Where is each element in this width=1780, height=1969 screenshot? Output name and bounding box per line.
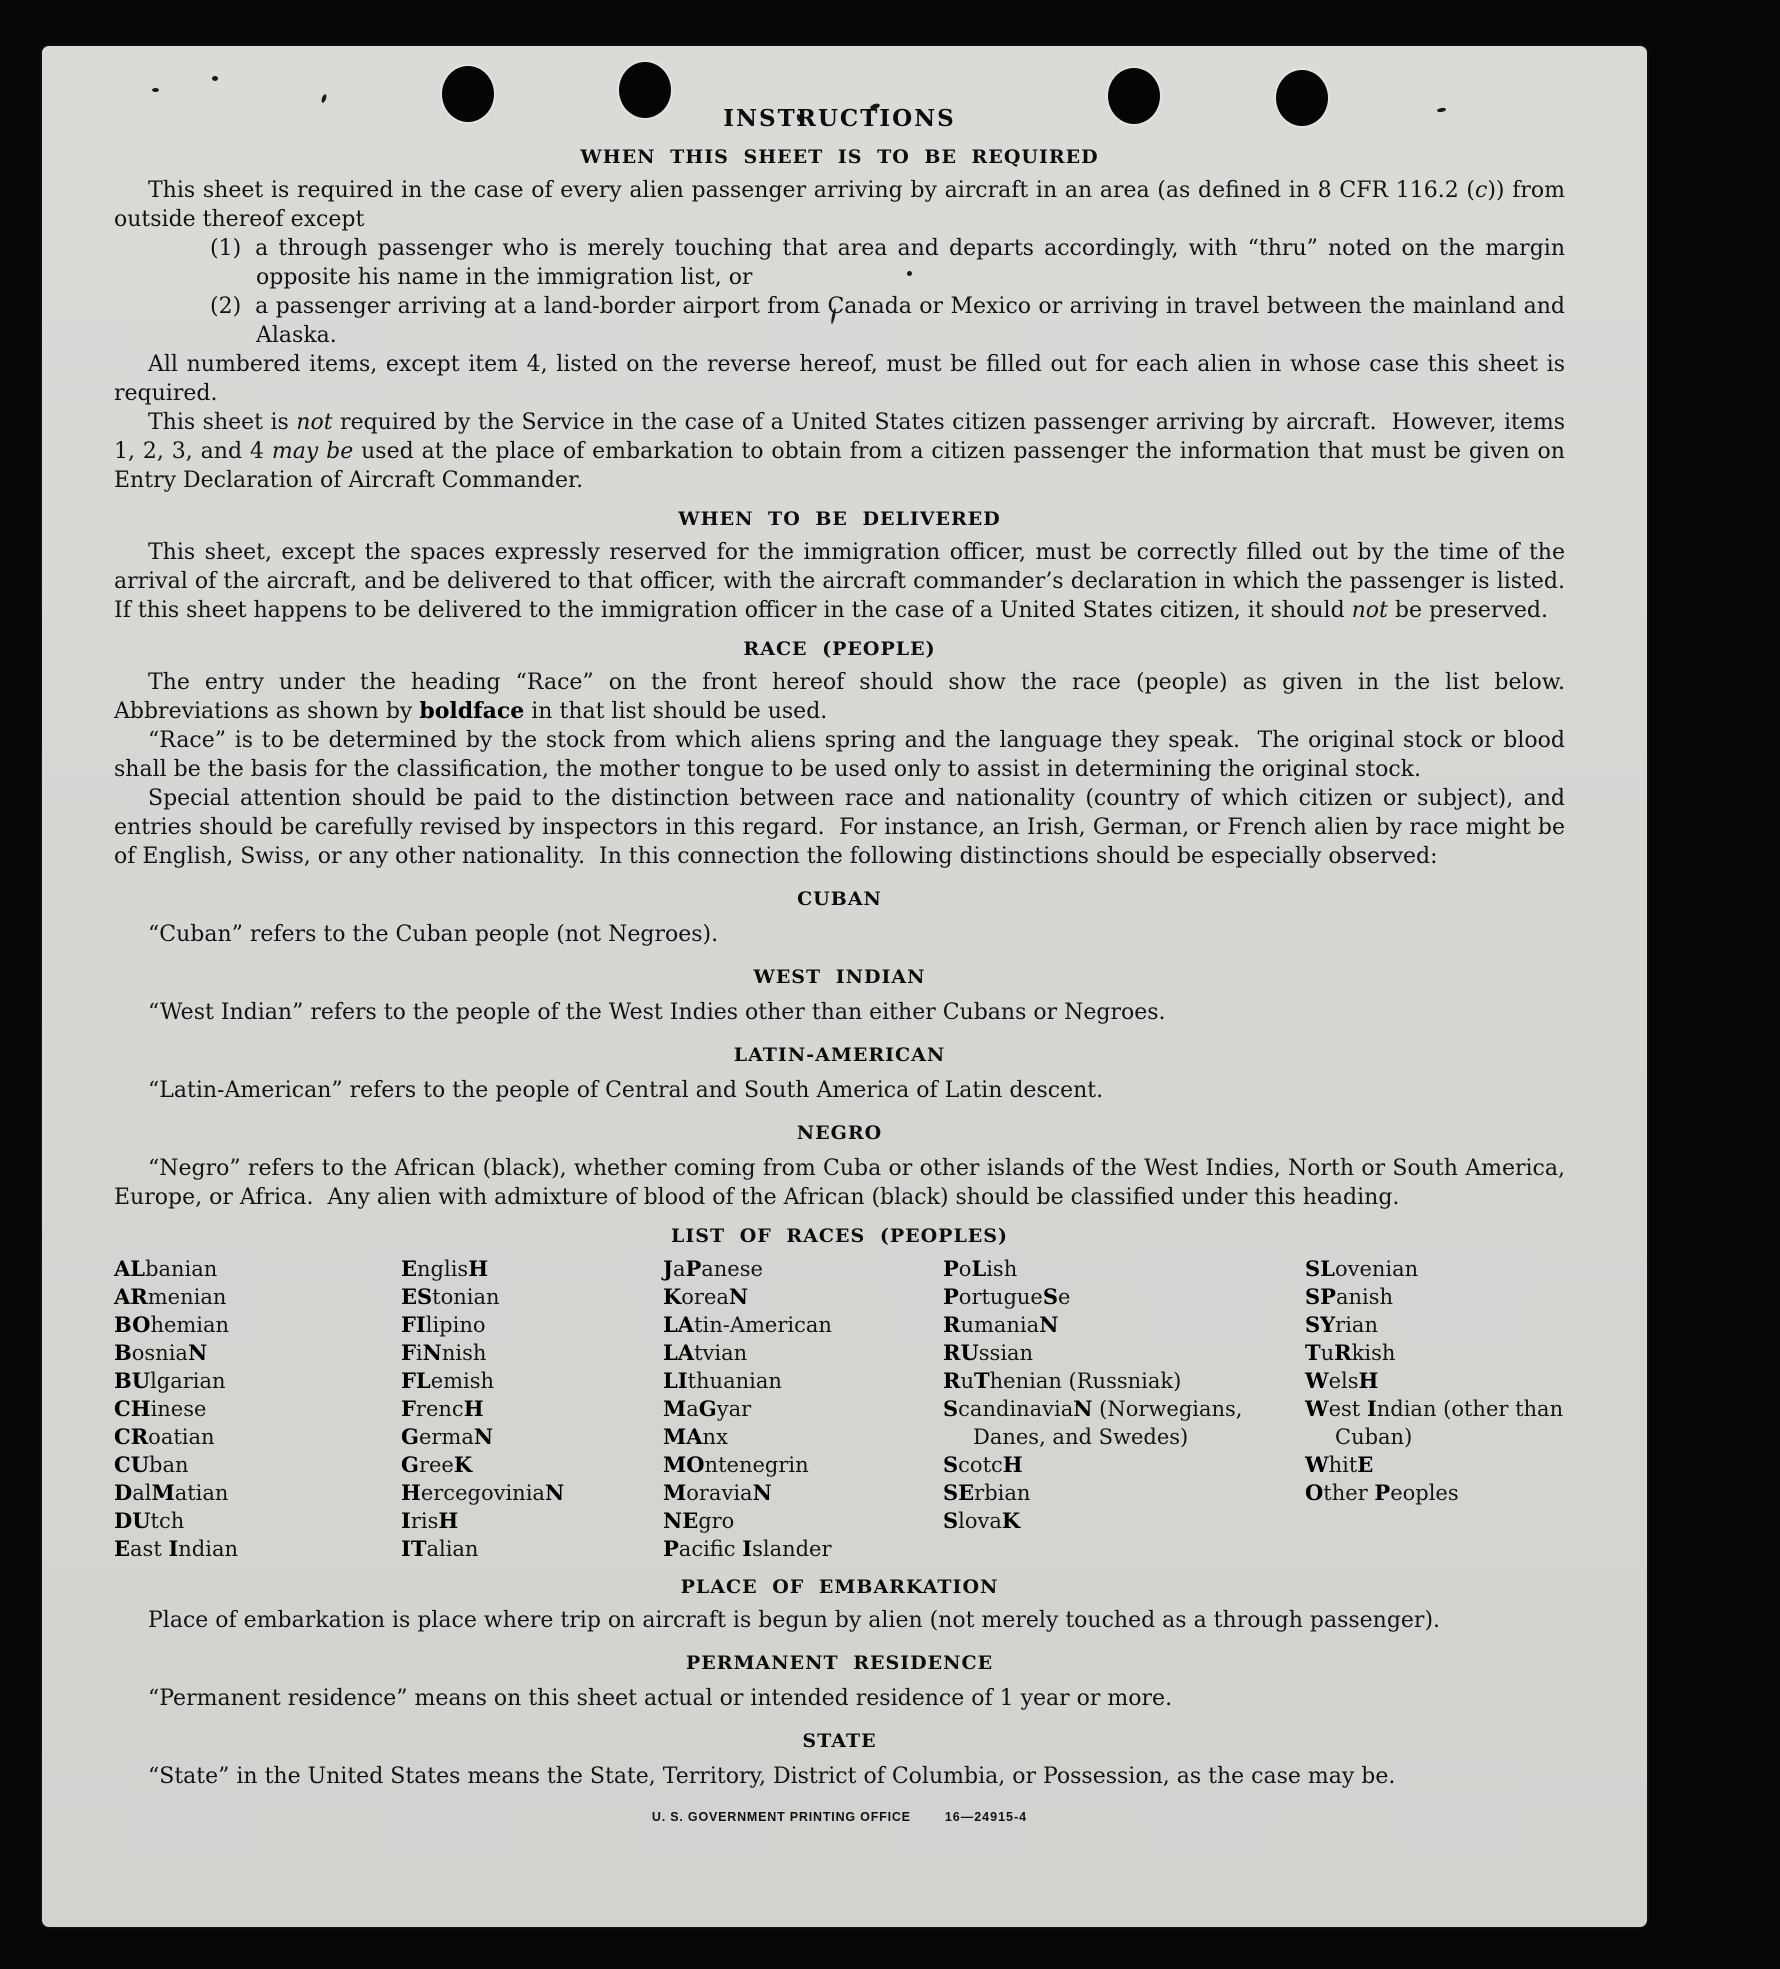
race-item: LIthuanian bbox=[663, 1368, 782, 1393]
dust-speck bbox=[152, 88, 159, 92]
race-item: RuThenian (Russniak) bbox=[943, 1368, 1182, 1393]
race-item: MaGyar bbox=[663, 1396, 752, 1421]
section-heading-state: STATE bbox=[802, 1730, 877, 1752]
race-item: SLovenian bbox=[1305, 1256, 1419, 1281]
section-heading-latin-american: LATIN-AMERICAN bbox=[733, 1044, 946, 1066]
race-item: Pacific Islander bbox=[663, 1536, 832, 1561]
paragraph-state: “State” in the United States means the State, Territory, District of Columbia, or Possession, as the case may be. bbox=[148, 1764, 1396, 1789]
list-item-1 bbox=[114, 234, 1572, 292]
paragraph-west-indian: “West Indian” refers to the people of the West Indies other than either Cubans or Negroes. bbox=[148, 1000, 1166, 1025]
paragraph-intro: This sheet is required in the case of every alien passenger arriving by aircraft in an area (as defined in 8 CFR 116.2 (c)) from outside thereof except bbox=[114, 178, 1572, 232]
item-text: a through passenger who is merely touching that area and departs accordingly, with “thru” noted on the margin opposite his name in the immigration list, or bbox=[255, 236, 1572, 290]
race-item: ITalian bbox=[401, 1536, 479, 1561]
race-item: West Indian (other than Cuban) bbox=[1305, 1396, 1564, 1449]
race-item: WhitE bbox=[1305, 1452, 1374, 1477]
race-item: FiNnish bbox=[401, 1340, 487, 1365]
race-item: SErbian bbox=[943, 1480, 1031, 1505]
item-text: a passenger arriving at a land-border airport from Canada or Mexico or arriving in travel between the mainland and Alaska. bbox=[255, 294, 1572, 348]
dust-speck bbox=[212, 76, 218, 81]
race-item: SlovaK bbox=[943, 1508, 1021, 1533]
race-item: DUtch bbox=[114, 1508, 185, 1533]
race-item: PortugueSe bbox=[943, 1284, 1071, 1309]
race-item: ALbanian bbox=[114, 1256, 218, 1281]
section-heading-race-people: RACE (PEOPLE) bbox=[743, 638, 936, 660]
section-heading-when-required: WHEN THIS SHEET IS TO BE REQUIRED bbox=[580, 146, 1099, 168]
race-column bbox=[663, 1255, 943, 1563]
paragraph-race-2: “Race” is to be determined by the stock from which aliens spring and the language they speak. The original stock or blood shall be the basis for the classification, the mother tongue to be used only to assist in determining the original stock. bbox=[114, 728, 1572, 782]
race-item: FIlipino bbox=[401, 1312, 486, 1337]
race-column bbox=[1305, 1255, 1565, 1563]
race-item: DalMatian bbox=[114, 1480, 229, 1505]
section-heading-cuban: CUBAN bbox=[797, 888, 882, 910]
dust-speck bbox=[321, 94, 328, 104]
race-item: BOhemian bbox=[114, 1312, 230, 1337]
race-item: SYrian bbox=[1305, 1312, 1378, 1337]
race-item: CRoatian bbox=[114, 1424, 215, 1449]
race-item: ScandinaviaN (Norwegians, Danes, and Swedes) bbox=[943, 1396, 1243, 1449]
race-item: EnglisH bbox=[401, 1256, 489, 1281]
race-item: TuRkish bbox=[1305, 1340, 1396, 1365]
race-item: ARmenian bbox=[114, 1284, 227, 1309]
race-item: MoraviaN bbox=[663, 1480, 772, 1505]
race-item: CHinese bbox=[114, 1396, 207, 1421]
form-number: 16—24915-4 bbox=[944, 1810, 1028, 1824]
race-column bbox=[114, 1255, 401, 1563]
item-number: (1) bbox=[210, 236, 242, 261]
race-item: GreeK bbox=[401, 1452, 473, 1477]
paragraph-when-delivered: This sheet, except the spaces expressly reserved for the immigration officer, must be correctly filled out by the time of the arrival of the aircraft, and be delivered to that officer, with the aircraft commander’s declaration in which the passenger is listed. If this sheet happens to be delivered to the immigration officer in the case of a United States citizen, it should not be preserved. bbox=[114, 540, 1579, 623]
race-column bbox=[401, 1255, 663, 1563]
race-item: Other Peoples bbox=[1305, 1480, 1459, 1505]
race-item: EStonian bbox=[401, 1284, 500, 1309]
document-content bbox=[114, 104, 1579, 1832]
races-columns bbox=[114, 1255, 1565, 1563]
race-item: HercegoviniaN bbox=[401, 1480, 565, 1505]
race-item: RUssian bbox=[943, 1340, 1034, 1365]
paragraph-place-of-embarkation: Place of embarkation is place where trip on aircraft is begun by alien (not merely touched as a through passenger). bbox=[148, 1608, 1441, 1633]
race-item: East Indian bbox=[114, 1536, 238, 1561]
race-item: SPanish bbox=[1305, 1284, 1394, 1309]
race-item: RumaniaN bbox=[943, 1312, 1059, 1337]
section-heading-place-of-embarkation: PLACE OF EMBARKATION bbox=[680, 1576, 999, 1598]
race-item: IrisH bbox=[401, 1508, 459, 1533]
paragraph-latin-american: “Latin-American” refers to the people of Central and South America of Latin descent. bbox=[148, 1078, 1104, 1103]
page-title: INSTRUCTIONS bbox=[723, 105, 956, 132]
race-item: MOntenegrin bbox=[663, 1452, 809, 1477]
race-item: LAtvian bbox=[663, 1340, 748, 1365]
race-item: BUlgarian bbox=[114, 1368, 226, 1393]
race-item: ScotcH bbox=[943, 1452, 1023, 1477]
printing-office-footer bbox=[114, 1803, 1565, 1832]
paragraph-not-required: This sheet is not required by the Service in the case of a United States citizen passenger arriving by aircraft. However, items 1, 2, 3, and 4 may be used at the place of embarkation to obtain from a citizen passenger the information that must be given on Entry Declaration of Aircraft Commander. bbox=[114, 410, 1572, 493]
paragraph-negro: “Negro” refers to the African (black), whether coming from Cuba or other islands of the West Indies, North or South America, Europe, or Africa. Any alien with admixture of blood of the African (black) should be classified under this heading. bbox=[114, 1156, 1572, 1210]
section-heading-negro: NEGRO bbox=[796, 1122, 883, 1144]
race-item: KoreaN bbox=[663, 1284, 749, 1309]
race-item: GermaN bbox=[401, 1424, 494, 1449]
race-item: LAtin-American bbox=[663, 1312, 832, 1337]
race-item: MAnx bbox=[663, 1424, 728, 1449]
race-item: JaPanese bbox=[663, 1256, 763, 1281]
section-heading-list-of-races: LIST OF RACES (PEOPLES) bbox=[671, 1225, 1008, 1247]
race-item: FrencH bbox=[401, 1396, 484, 1421]
race-item: NEgro bbox=[663, 1508, 735, 1533]
paragraph-race-3: Special attention should be paid to the distinction between race and nationality (country of which citizen or subject), and entries should be carefully revised by inspectors in this regard. For instance, an Irish, German, or French alien by race might be of English, Swiss, or any other nationality. In this connection the following distinctions should be especially observed: bbox=[114, 786, 1572, 869]
section-heading-when-delivered: WHEN TO BE DELIVERED bbox=[678, 508, 1001, 530]
printer-name: U. S. GOVERNMENT PRINTING OFFICE bbox=[651, 1810, 911, 1824]
paragraph-cuban: “Cuban” refers to the Cuban people (not Negroes). bbox=[148, 922, 719, 947]
paragraph-all-items: All numbered items, except item 4, listed on the reverse hereof, must be filled out for each alien in whose case this sheet is required. bbox=[114, 352, 1572, 406]
paragraph-race-1: The entry under the heading “Race” on the front hereof should show the race (people) as given in the list below. Abbreviations as shown by boldface in that list should be used. bbox=[114, 670, 1579, 724]
race-item: FLemish bbox=[401, 1368, 495, 1393]
section-heading-permanent-residence: PERMANENT RESIDENCE bbox=[685, 1652, 994, 1674]
race-item: BosniaN bbox=[114, 1340, 208, 1365]
race-column bbox=[943, 1255, 1305, 1563]
paper-sheet bbox=[42, 46, 1647, 1927]
race-item: CUban bbox=[114, 1452, 189, 1477]
item-number: (2) bbox=[210, 294, 242, 319]
race-item: WelsH bbox=[1305, 1368, 1379, 1393]
paragraph-permanent-residence: “Permanent residence” means on this sheet actual or intended residence of 1 year or more. bbox=[148, 1686, 1173, 1711]
section-heading-west-indian: WEST INDIAN bbox=[753, 966, 926, 988]
list-item-2 bbox=[114, 292, 1572, 350]
race-item: PoLish bbox=[943, 1256, 1018, 1281]
